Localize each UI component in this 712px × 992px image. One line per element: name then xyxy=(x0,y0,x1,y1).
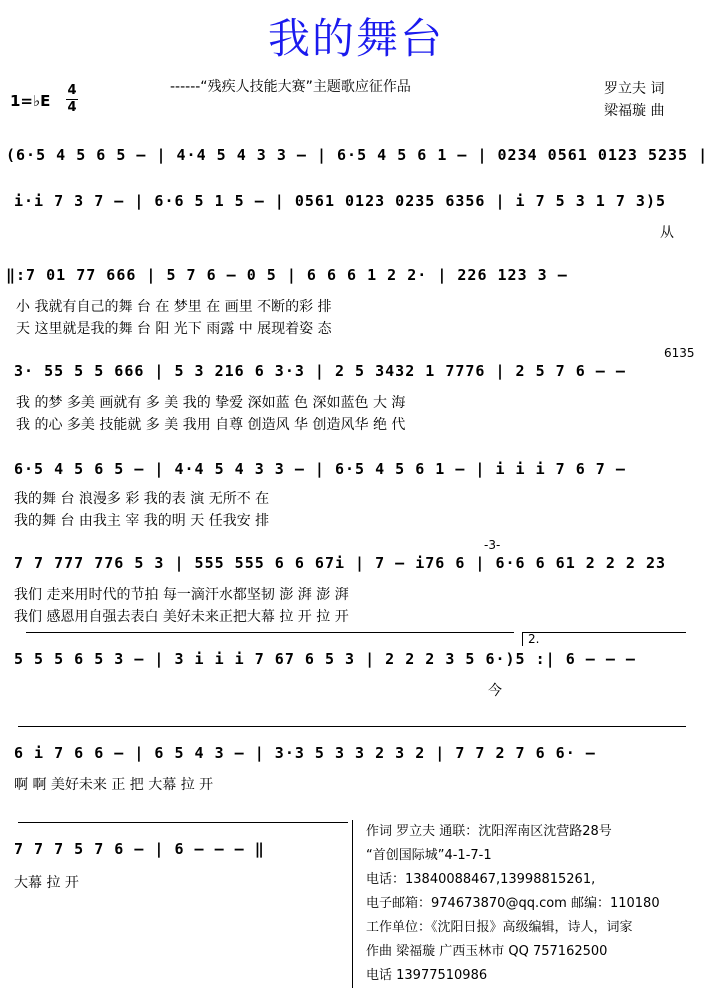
lyric-line-8: 啊 啊 美好未来 正 把 大幕 拉 开 xyxy=(14,777,214,793)
lyricist-credit: 罗立夫 词 xyxy=(604,81,665,97)
lyric-line-5-verse-1: 我的舞 台 浪漫多 彩 我的表 演 无所不 在 xyxy=(14,491,270,507)
phrase-bracket-line-8 xyxy=(18,726,686,727)
staff-line-6: 7 7 777 776 5 3 | 555 555 6 6 67i | 7 – i76 6 | 6·6 6 61 2 2 2 23 xyxy=(14,554,666,572)
time-signature xyxy=(66,84,78,115)
contact-divider xyxy=(352,820,353,988)
contact-building: “首创国际城”4-1-7-1 xyxy=(366,848,492,863)
lyric-line-3-verse-1: 小 我就有自己的舞 台 在 梦里 在 画里 不断的彩 排 xyxy=(16,299,332,315)
lyric-line-6-verse-2: 我们 感恩用自强去表白 美好未来正把大幕 拉 开 拉 开 xyxy=(14,609,349,625)
lyric-line-9: 大幕 拉 开 xyxy=(14,875,79,891)
key-signature: 1=♭E xyxy=(10,92,51,110)
meter-bottom: 4 xyxy=(67,100,77,115)
lyric-line-4-verse-2: 我 的心 多美 技能就 多 美 我用 自尊 创造风 华 创造风华 绝 代 xyxy=(16,417,406,433)
contact-composer: 作曲 梁福璇 广西玉林市 QQ 757162500 xyxy=(366,944,608,959)
staff-line-3: ‖:7 01 77 666 | 5 7 6 – 0 5 | 6 6 6 1 2 2· | 226 123 3 – xyxy=(6,266,568,284)
contact-email: 电子邮箱：974673870@qq.com 邮编：110180 xyxy=(366,896,660,911)
lyric-line-3-verse-2: 天 这里就是我的舞 台 阳 光下 雨露 中 展现着姿 态 xyxy=(16,321,332,337)
pickup-lyric-cong: 从 xyxy=(660,225,674,241)
composer-credit: 梁福璇 曲 xyxy=(604,103,665,119)
meter-top: 4 xyxy=(67,83,77,98)
volta-1-bracket xyxy=(26,632,514,633)
volta-2-edge xyxy=(522,632,523,646)
song-title: 我的舞台 xyxy=(267,14,444,63)
staff-line-5: 6·5 4 5 6 5 – | 4·4 5 4 3 3 – | 6·5 4 5 6 1 – | i i i 7 6 7 – xyxy=(14,460,626,478)
staff-line-1: (6·5 4 5 6 5 – | 4·4 5 4 3 3 – | 6·5 4 5 6 1 – | 0234 0561 0123 5235 | xyxy=(6,146,709,164)
lyric-line-4-verse-1: 我 的梦 多美 画就有 多 美 我的 挚爱 深如蓝 色 深如蓝色 大 海 xyxy=(16,395,406,411)
second-ending-label: 2. xyxy=(528,632,540,646)
contact-phone-lyricist: 电话：13840088467,13998815261, xyxy=(366,872,596,887)
pickup-lyric-jin: 今 xyxy=(488,683,502,699)
lyric-line-5-verse-2: 我的舞 台 由我主 宰 我的明 天 任我安 排 xyxy=(14,513,270,529)
grace-note-mark: 6135 xyxy=(664,346,695,360)
staff-line-9: 7 7 7 5 7 6 – | 6 – – – ‖ xyxy=(14,840,265,858)
volta-2-bracket xyxy=(522,632,686,633)
staff-line-2: i·i 7 3 7 – | 6·6 5 1 5 – | 0561 0123 0235 6356 | i 7 5 3 1 7 3)5 xyxy=(14,192,666,210)
staff-line-8: 6 i 7 6 6 – | 6 5 4 3 – | 3·3 5 3 3 2 3 2 | 7 7 2 7 6 6· – xyxy=(14,744,596,762)
contact-lyricist-address: 作词 罗立夫 通联：沈阳浑南区沈营路28号 xyxy=(366,824,612,839)
lyric-line-6-verse-1: 我们 走来用时代的节拍 每一滴汗水都坚韧 澎 湃 澎 湃 xyxy=(14,587,349,603)
staff-line-7: 5 5 5 6 5 3 – | 3 i i i 7 67 6 5 3 | 2 2 2 3 5 6·)5 :| 6 – – – xyxy=(14,650,636,668)
subtitle: ------“残疾人技能大赛”主题歌应征作品 xyxy=(170,79,411,95)
triplet-mark: -3- xyxy=(484,538,501,552)
staff-line-4: 3· 55 5 5 666 | 5 3 216 6 3·3 | 2 5 3432 1 7776 | 2 5 7 6 – – xyxy=(14,362,626,380)
contact-phone-composer: 电话 13977510986 xyxy=(366,968,488,983)
phrase-bracket-line-9 xyxy=(18,822,348,823)
contact-workplace: 工作单位：《沈阳日报》高级编辑，诗人，词家 xyxy=(366,920,633,935)
